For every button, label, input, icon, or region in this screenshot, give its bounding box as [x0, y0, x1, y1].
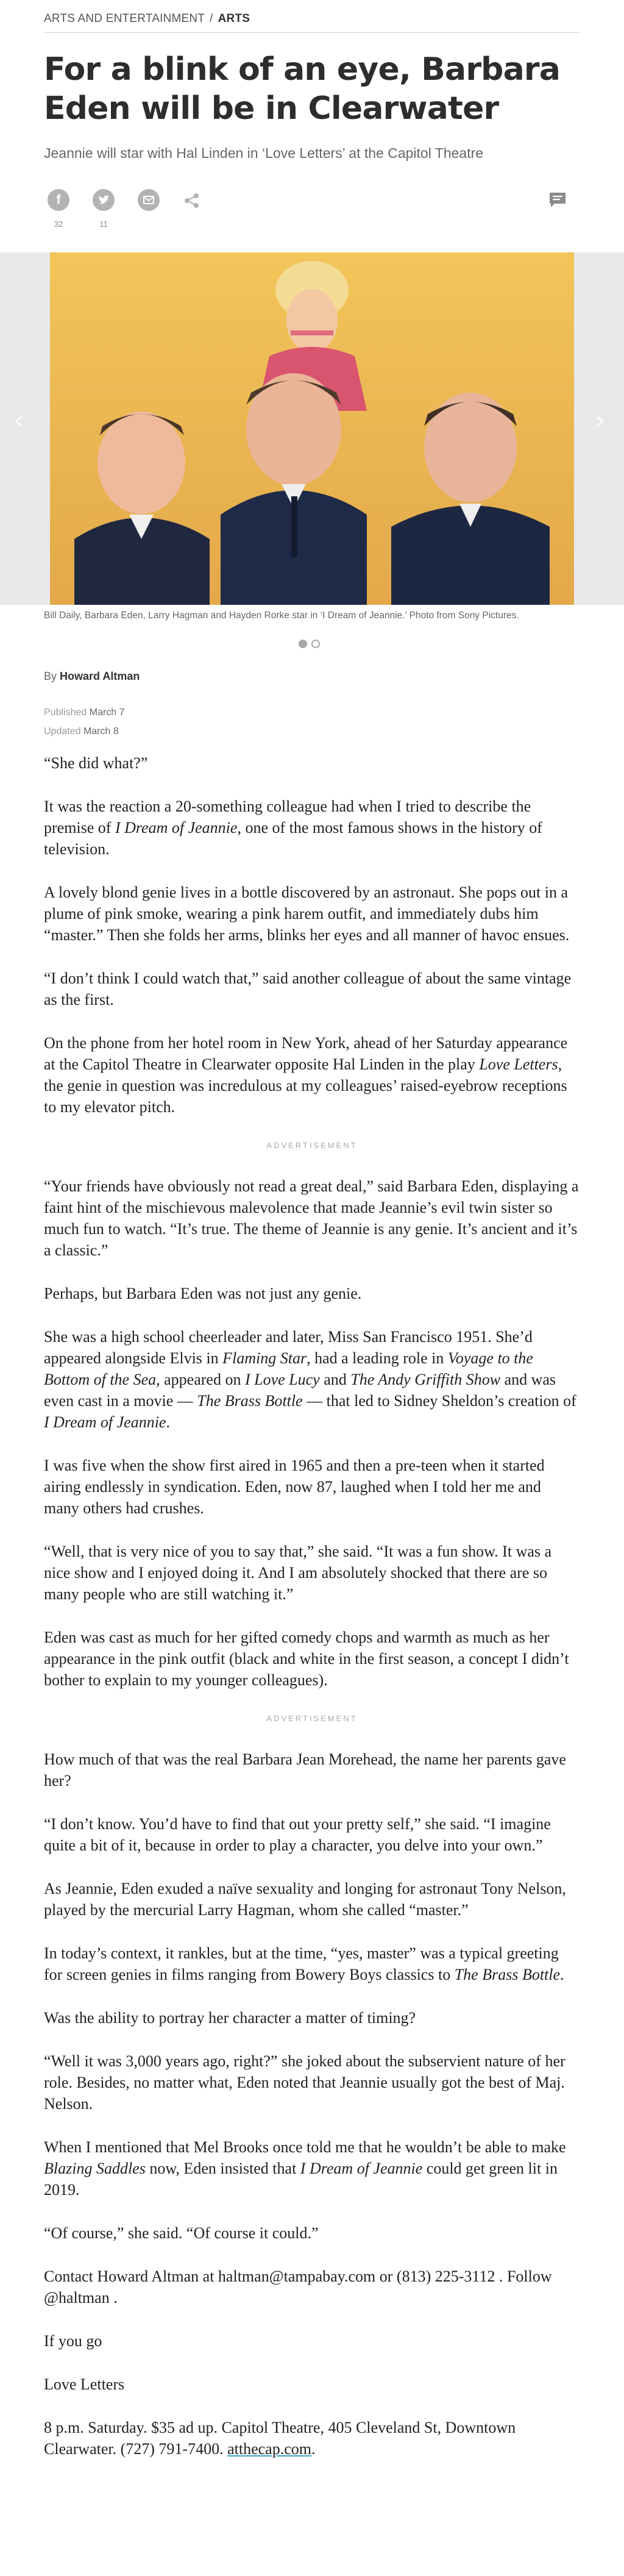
share-icon[interactable] [183, 191, 201, 210]
article-body [44, 752, 580, 2481]
paragraph: “I don’t think I could watch that,” said another colleague of about the same vintage as the first. [44, 969, 572, 1008]
gallery-photo[interactable] [50, 252, 574, 605]
paragraph: “Well it was 3,000 years ago, right?” she joked about the subservient nature of her role. Besides, no matter what, Eden noted that Jeannie usually got the best of Maj. Nelson. [44, 2052, 566, 2113]
photo-caption: Bill Daily, Barbara Eden, Larry Hagman and Hayden Rorke star in ‘I Dream of Jeannie.’ Photo from Sony Pictures. [44, 610, 519, 621]
paragraph: “I don’t know. You’d have to find that out your pretty self,” she said. “I imagine quite a bit of it, because in order to play a character, you delve into your own.” [44, 1815, 551, 1854]
paragraph: “Your friends have obviously not read a great deal,” said Barbara Eden, displaying a faint hint of the mischievous malevolence that made Jeannie’s evil twin sister so much fun to watch. “It’s true. The theme of Jeannie is any genie. It’s ancient and it’s a classic.” [44, 1177, 579, 1259]
breadcrumb-section-link[interactable]: ARTS AND ENTERTAINMENT [44, 12, 205, 25]
chevron-left-icon[interactable]: ‹ [13, 405, 24, 436]
paragraph: I was five when the show first aired in 1965 and then a pre-teen when it started airing endlessly in syndication. Eden, now 87, laughed when I told her me and many others had crushes. [44, 1457, 545, 1517]
paragraph: It was the reaction a 20-something colleague had when I tried to describe the premise of I Dream of Jeannie, one of the most famous shows in the history of television. [44, 797, 542, 858]
gallery-dot[interactable] [311, 640, 320, 648]
contact-paragraph: Contact Howard Altman at haltman@tampabay.com or (813) 225-3112 . Follow @haltman . [44, 2267, 552, 2307]
paragraph: As Jeannie, Eden exuded a naïve sexuality and longing for astronaut Tony Nelson, played by the mercurial Larry Hagman, whom she called “master.” [44, 1880, 566, 1919]
paragraph: “Of course,” she said. “Of course it could.” [44, 2224, 319, 2242]
updated-date: March 8 [83, 726, 119, 737]
published-label: Published [44, 707, 87, 718]
breadcrumb-current-link[interactable]: ARTS [218, 12, 250, 25]
updated-label: Updated [44, 726, 81, 737]
paragraph: When I mentioned that Mel Brooks once told me that he wouldn’t be able to make Blazing Saddles now, Eden insisted that I Dream of Jeannie could get green lit in 2019. [44, 2138, 566, 2199]
paragraph: “Well, that is very nice of you to say that,” she said. “It was a fun show. It was a nice show and I enjoyed doing it. And I am absolutely shocked that there are so many people who are still watching it.” [44, 1543, 552, 1603]
paragraph: Love Letters [44, 2375, 125, 2393]
paragraph: Perhaps, but Barbara Eden was not just any genie. [44, 1285, 362, 1302]
author-link[interactable]: Howard Altman [60, 670, 140, 682]
facebook-share-count: 32 [54, 219, 63, 229]
cast-photo-illustration [50, 252, 574, 605]
gallery-pagination [299, 640, 324, 651]
paragraph: A lovely blond genie lives in a bottle discovered by an astronaut. She pops out in a plume of pink smoke, wearing a pink harem outfit, and immediately dubs him “master.” Then she folds her arms, blinks her eyes and all manner of havoc ensues. [44, 883, 570, 944]
photo-gallery[interactable] [0, 252, 624, 605]
published-date: March 7 [89, 707, 125, 718]
paragraph: 8 p.m. Saturday. $35 ad up. Capitol Theatre, 405 Cleveland St, Downtown Clearwater. (727) 791-7400. atthecap.com. [44, 2419, 516, 2458]
paragraph: How much of that was the real Barbara Jean Morehead, the name her parents gave her? [44, 1750, 566, 1789]
breadcrumb [44, 12, 580, 33]
gallery-dot-active[interactable] [299, 640, 307, 648]
advertisement-label: ADVERTISEMENT [266, 1141, 358, 1150]
paragraph: On the phone from her hotel room in New York, ahead of her Saturday appearance at the Capitol Theatre in Clearwater opposite Hal Linden in the play Love Letters, the genie in question was incredulous at my colleagues’ raised-eyebrow receptions to my elevator pitch. [44, 1034, 568, 1116]
twitter-icon[interactable] [93, 189, 115, 211]
paragraph: She was a high school cheerleader and later, Miss San Francisco 1951. She’d appeared alongside Elvis in Flaming Star, had a leading role in Voyage to the Bottom of the Sea, appeared on I Love Lucy and The Andy Griffith Show and was even cast in a movie — The Brass Bottle — that led to Sidney Sheldon’s creation of I Dream of Jeannie. [44, 1328, 576, 1431]
paragraph: Eden was cast as much for her gifted comedy chops and warmth as much as her appearance in the pink outfit (black and white in the first season, a concept I didn’t bother to explain to my younger colleagues). [44, 1629, 569, 1689]
paragraph: In today’s context, it rankles, but at the time, “yes, master” was a typical greeting for screen genies in films ranging from Bowery Boys classics to The Brass Bottle. [44, 1944, 564, 1983]
publish-meta [44, 703, 580, 741]
chevron-right-icon[interactable]: › [595, 405, 606, 436]
venue-website-link[interactable]: atthecap.com [227, 2440, 311, 2458]
paragraph: Was the ability to portray her character a matter of timing? [44, 2009, 416, 2027]
article-headline: For a blink of an eye, Barbara Eden will be in Clearwater [44, 51, 561, 127]
byline [44, 670, 580, 683]
facebook-icon[interactable]: f [48, 189, 69, 211]
email-icon[interactable] [138, 189, 160, 211]
advertisement-label: ADVERTISEMENT [266, 1714, 358, 1723]
social-share-bar [48, 189, 584, 232]
byline-prefix: By [44, 670, 57, 682]
paragraph: If you go [44, 2332, 102, 2350]
breadcrumb-separator: / [210, 12, 213, 25]
comment-icon[interactable] [548, 191, 567, 209]
twitter-share-count: 11 [99, 219, 108, 229]
article-subheadline: Jeannie will star with Hal Linden in ‘Love Letters’ at the Capitol Theatre [44, 145, 484, 161]
paragraph: “She did what?” [44, 754, 148, 772]
